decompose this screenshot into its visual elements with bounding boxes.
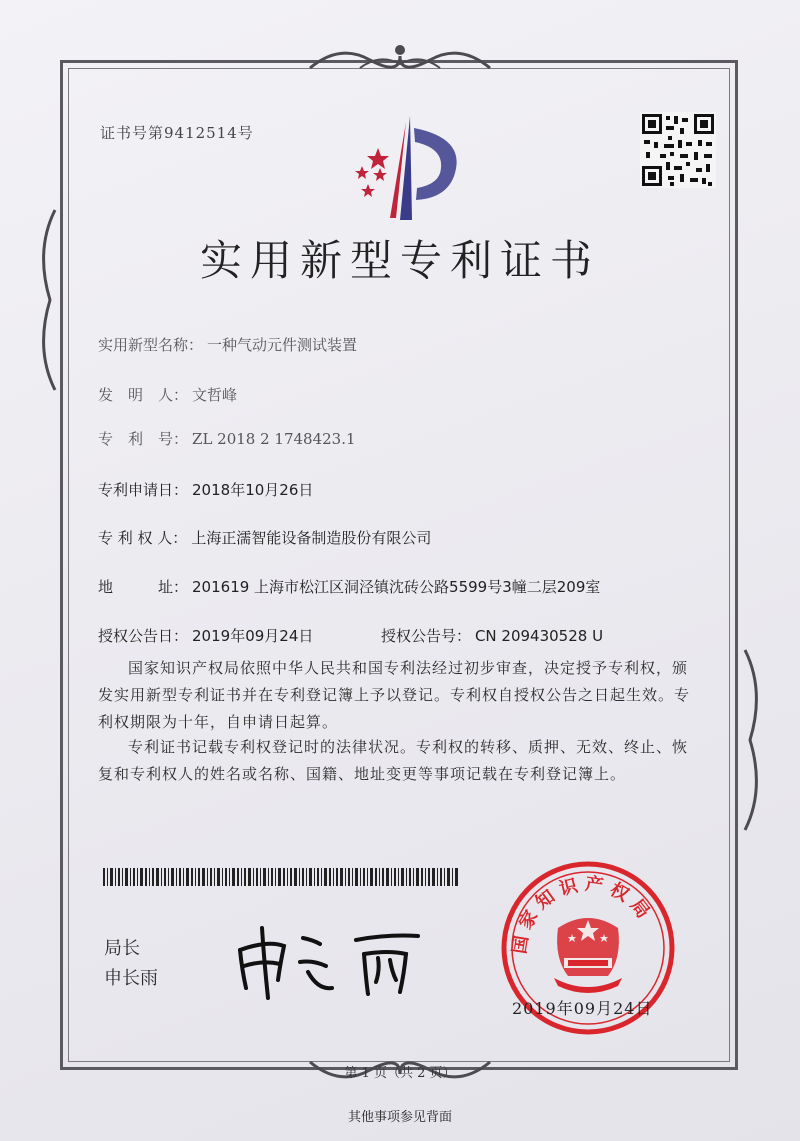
owner-row	[98, 527, 431, 548]
grant-number-value: CN 209430528 U	[474, 627, 604, 645]
seal-date: 2019年09月24日	[512, 999, 653, 1018]
certificate-title: 实用新型专利证书	[199, 236, 600, 285]
barcode-icon	[103, 868, 458, 886]
director-name: 申长雨	[104, 968, 158, 989]
address-value: 201619 上海市松江区洞泾镇沈砖公路5599号3幢二层209室	[192, 578, 601, 596]
filing-date-value: 2018年10月26日	[192, 481, 314, 499]
paragraph-grant-statement: 国家知识产权局依照中华人民共和国专利法经过初步审查，决定授予专利权，颁发实用新型专利证书并在专利登记簿上予以登记。专利权自授权公告之日起生效。专利权期限为十年，自申请日起算。	[98, 659, 691, 731]
paragraph-legal-status: 专利证书记载专利权登记时的法律状况。专利权的转移、质押、无效、终止、恢复和专利权人的姓名或名称、国籍、地址变更等事项记载在专利登记簿上。	[98, 738, 689, 783]
page-info: 第 1 页（共 2 页）	[344, 1066, 456, 1081]
utility-name-row	[98, 334, 357, 355]
inventor-row	[98, 384, 237, 405]
director-signature	[228, 910, 428, 1000]
owner-value: 上海正濡智能设备制造股份有限公司	[191, 529, 432, 547]
certificate-number: 证书号第9412514号	[100, 124, 254, 142]
grant-date-label: 授权公告日：	[98, 627, 189, 645]
grant-row	[98, 625, 603, 646]
top-ornament	[300, 38, 500, 78]
right-ornament	[740, 640, 770, 840]
patent-office-logo-icon	[340, 108, 470, 228]
footer-note: 其他事项参见背面	[347, 1110, 452, 1125]
patent-number-row	[98, 428, 356, 449]
seal-text: 国家知识产权局	[509, 873, 658, 956]
utility-name-label: 实用新型名称：	[98, 336, 204, 354]
utility-name-value: 一种气动元件测试装置	[207, 336, 358, 354]
inventor-label: 发 明 人：	[98, 386, 189, 404]
filing-date-row	[98, 479, 313, 500]
patent-number-value: ZL 2018 2 1748423.1	[192, 430, 356, 448]
owner-label: 专 利 权 人：	[98, 529, 188, 547]
filing-date-label: 专利申请日：	[98, 481, 189, 499]
qr-code-icon	[640, 112, 716, 188]
grant-date-value: 2019年09月24日	[192, 627, 314, 645]
address-label: 地 址：	[98, 578, 189, 596]
inventor-value: 文哲峰	[192, 386, 238, 404]
grant-number-label: 授权公告号：	[380, 627, 471, 645]
address-row	[98, 576, 618, 597]
patent-number-label: 专 利 号：	[98, 430, 189, 448]
director-title: 局长	[104, 938, 140, 959]
